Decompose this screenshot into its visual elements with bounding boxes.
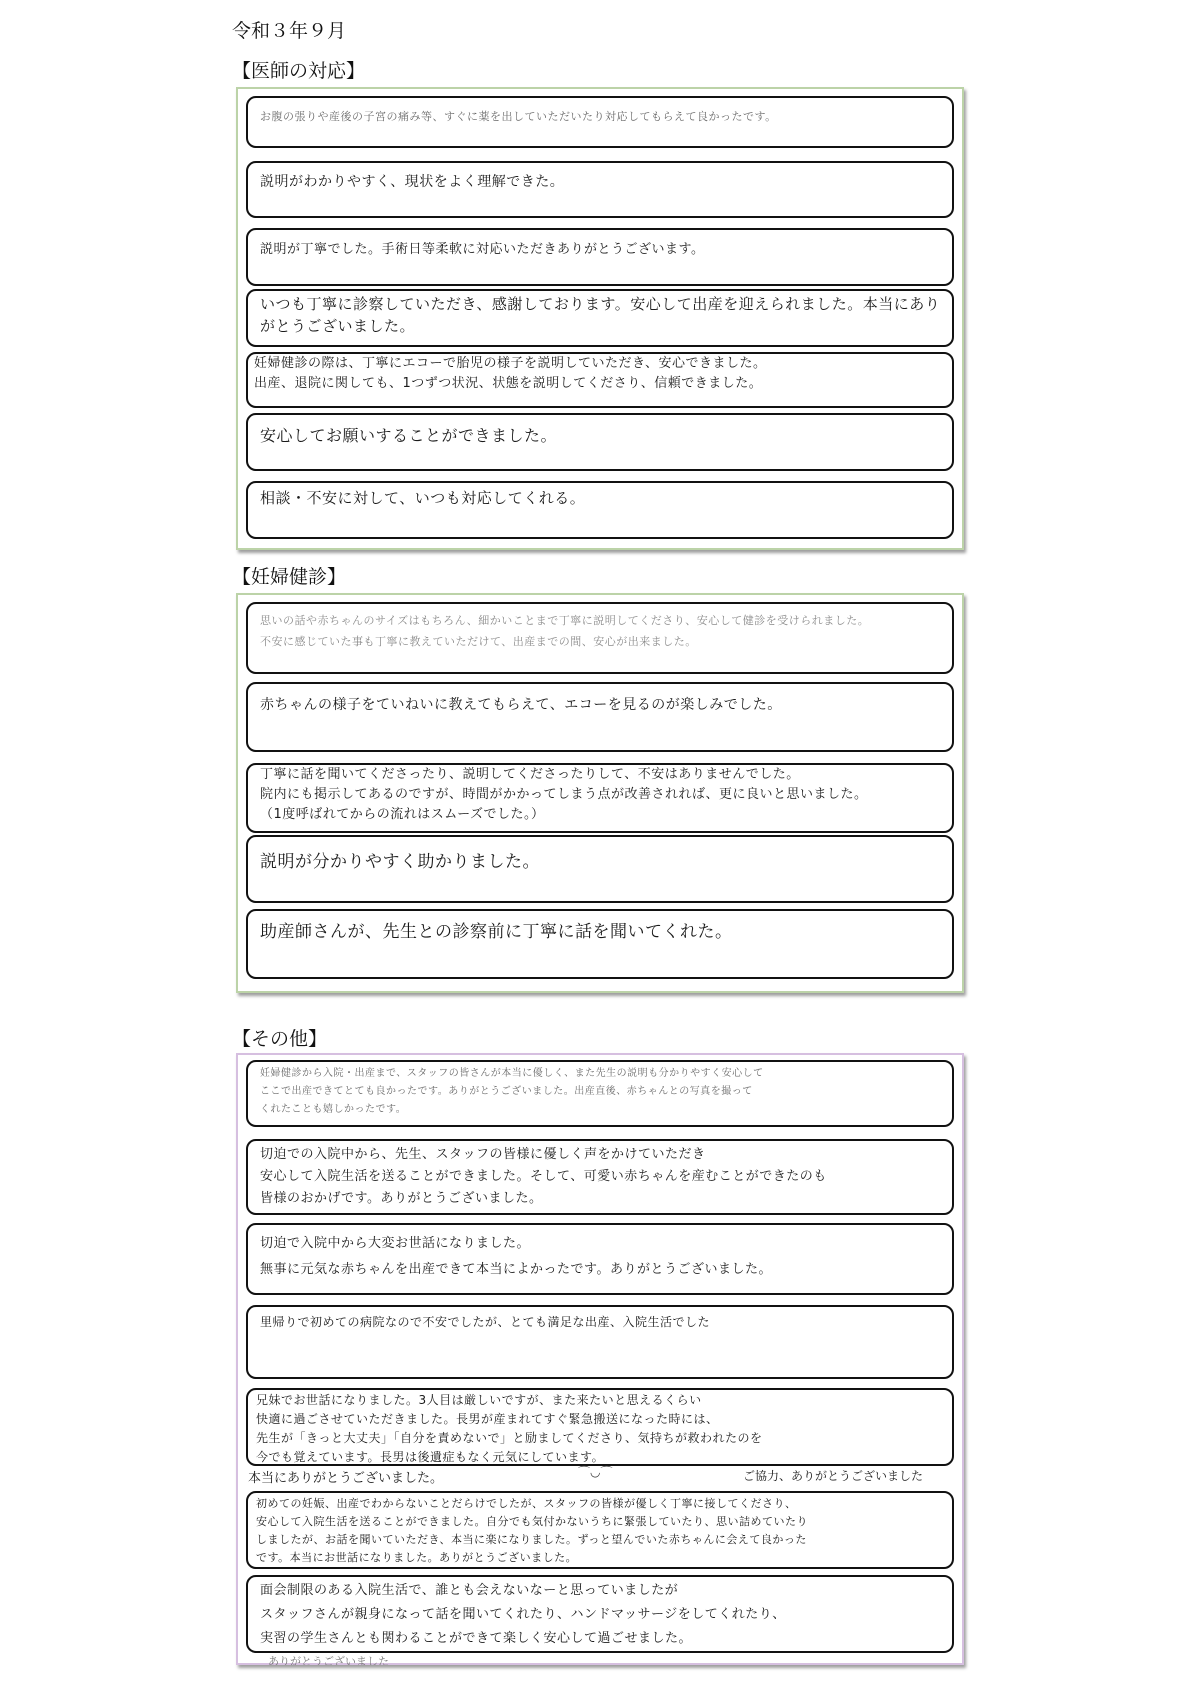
side-thanks-text: ご協力、ありがとうございました — [743, 1469, 924, 1483]
comment-card — [246, 1060, 954, 1127]
comment-text: 妊婦健診の際は、丁寧にエコーで胎児の様子を説明していただき、安心できました。 出産、退院に関しても、1つずつ状況、状態を説明してくださり、信頼できました。 — [254, 356, 767, 391]
comment-text: 相談・不安に対して、いつも対応してくれる。 — [260, 489, 586, 507]
comment-card — [246, 1223, 954, 1295]
comment-text: 里帰りで初めての病院なので不安でしたが、とても満足な出産、入院生活でした — [260, 1315, 711, 1329]
comment-card — [246, 682, 954, 752]
comment-text: 面会制限のある入院生活で、誰とも会えないなーと思っていましたが スタッフさんが親身になって話を聞いてくれたり、ハンドマッサージをしてくれたり、 実習の学生さんとも関わることができて楽しく安心して過ごせました。 — [260, 1583, 786, 1646]
other-comments-panel — [236, 1053, 964, 1665]
comment-card — [246, 1491, 954, 1569]
comment-card — [246, 289, 954, 347]
section-title-checkup: 【妊婦健診】 — [232, 566, 347, 588]
comment-text: 助産師さんが、先生との診察前に丁寧に話を聞いてくれた。 — [260, 922, 733, 942]
comment-card — [246, 352, 954, 408]
comment-text: 説明が丁寧でした。手術日等柔軟に対応いただきありがとうございます。 — [260, 242, 705, 257]
comment-text: 妊婦健診から入院・出産まで、スタッフの皆さんが本当に優しく、また先生の説明も分かりやすく安心して ここで出産できてとても良かったです。ありがとうございました。出産直後、赤ちゃんとの写真を撮って くれたことも嬉しかったです。 — [260, 1068, 764, 1115]
comment-text: いつも丁寧に診察していただき、感謝しております。安心して出産を迎えられました。本当にありがとうございました。 — [260, 295, 941, 335]
comment-text: 安心してお願いすることができました。 — [260, 426, 558, 445]
doodle-icon: ⌒◡⌒ — [578, 1465, 613, 1479]
comment-card — [246, 228, 954, 286]
comment-card — [246, 1575, 954, 1653]
comment-card — [246, 481, 954, 539]
comment-card — [246, 835, 954, 903]
comment-text: お腹の張りや産後の子宮の痛み等、すぐに薬を出していただいたり対応してもらえて良かったです。 — [260, 110, 777, 123]
comment-text: 説明がわかりやすく、現状をよく理解できた。 — [260, 174, 565, 190]
comment-card — [246, 1305, 954, 1379]
trailing-comment-text: 本当にありがとうございました。 — [248, 1471, 444, 1486]
comment-text: 丁寧に話を聞いてくださったり、説明してくださったりして、不安はありませんでした。 院内にも掲示してあるのですが、時間がかかってしまう点が改善されれば、更に良いと思いました。 （1度呼ばれてからの流れはスムーズでした。） — [260, 767, 868, 822]
section-title-other: 【その他】 — [232, 1028, 328, 1050]
comment-text: 切迫で入院中から大変お世話になりました。 無事に元気な赤ちゃんを出産できて本当によかったです。ありがとうございました。 — [260, 1236, 772, 1277]
comment-text: 兄妹でお世話になりました。3人目は厳しいですが、また来たいと思えるくらい 快適に過ごさせていただきました。長男が産まれてすぐ緊急搬送になった時には、 先生が「きっと大丈夫」「自分を責めないで」と励ましてくださり、気持ちが救われたのを 今でも覚えています。長男は後遺症もなく元気にしています。 — [256, 1393, 763, 1464]
comment-card — [246, 1388, 954, 1466]
comment-card — [246, 413, 954, 471]
comment-card — [246, 763, 954, 833]
comment-text: 思いの話や赤ちゃんのサイズはもちろん、細かいことまで丁寧に説明してくださり、安心して健診を受けられました。 不安に感じていた事も丁寧に教えていただけて、出産までの間、安心が出来ました。 — [260, 614, 870, 648]
bottom-cutoff-text: ありがとうございました — [268, 1655, 389, 1665]
comment-text: 説明が分かりやすく助かりました。 — [260, 852, 540, 872]
comment-text: 切迫での入院中から、先生、スタッフの皆様に優しく声をかけていただき 安心して入院生活を送ることができました。そして、可愛い赤ちゃんを産むことができたのも 皆様のおかげです。ありがとうございました。 — [260, 1147, 827, 1206]
comment-card — [246, 602, 954, 674]
checkup-comments-panel — [236, 593, 964, 993]
comment-card — [246, 909, 954, 979]
comment-text: 初めての妊娠、出産でわからないことだらけでしたが、スタッフの皆様が優しく丁寧に接してくださり、 安心して入院生活を送ることができました。自分でも気付かないうちに緊張していたり、思い詰めていたり しましたが、お話を聞いていただき、本当に楽になりました。ずっと望んでいた赤ちゃんに会えて良かった です。本当にお世話になりました。ありがとうございました。 — [256, 1497, 808, 1564]
comment-text: 赤ちゃんの様子をていねいに教えてもらえて、エコーを見るのが楽しみでした。 — [260, 697, 782, 713]
survey-date: 令和３年９月 — [232, 20, 347, 42]
section-title-doctor: 【医師の対応】 — [232, 60, 366, 82]
doctor-comments-panel — [236, 87, 964, 550]
comment-card — [246, 96, 954, 148]
comment-card — [246, 161, 954, 218]
comment-card — [246, 1139, 954, 1215]
